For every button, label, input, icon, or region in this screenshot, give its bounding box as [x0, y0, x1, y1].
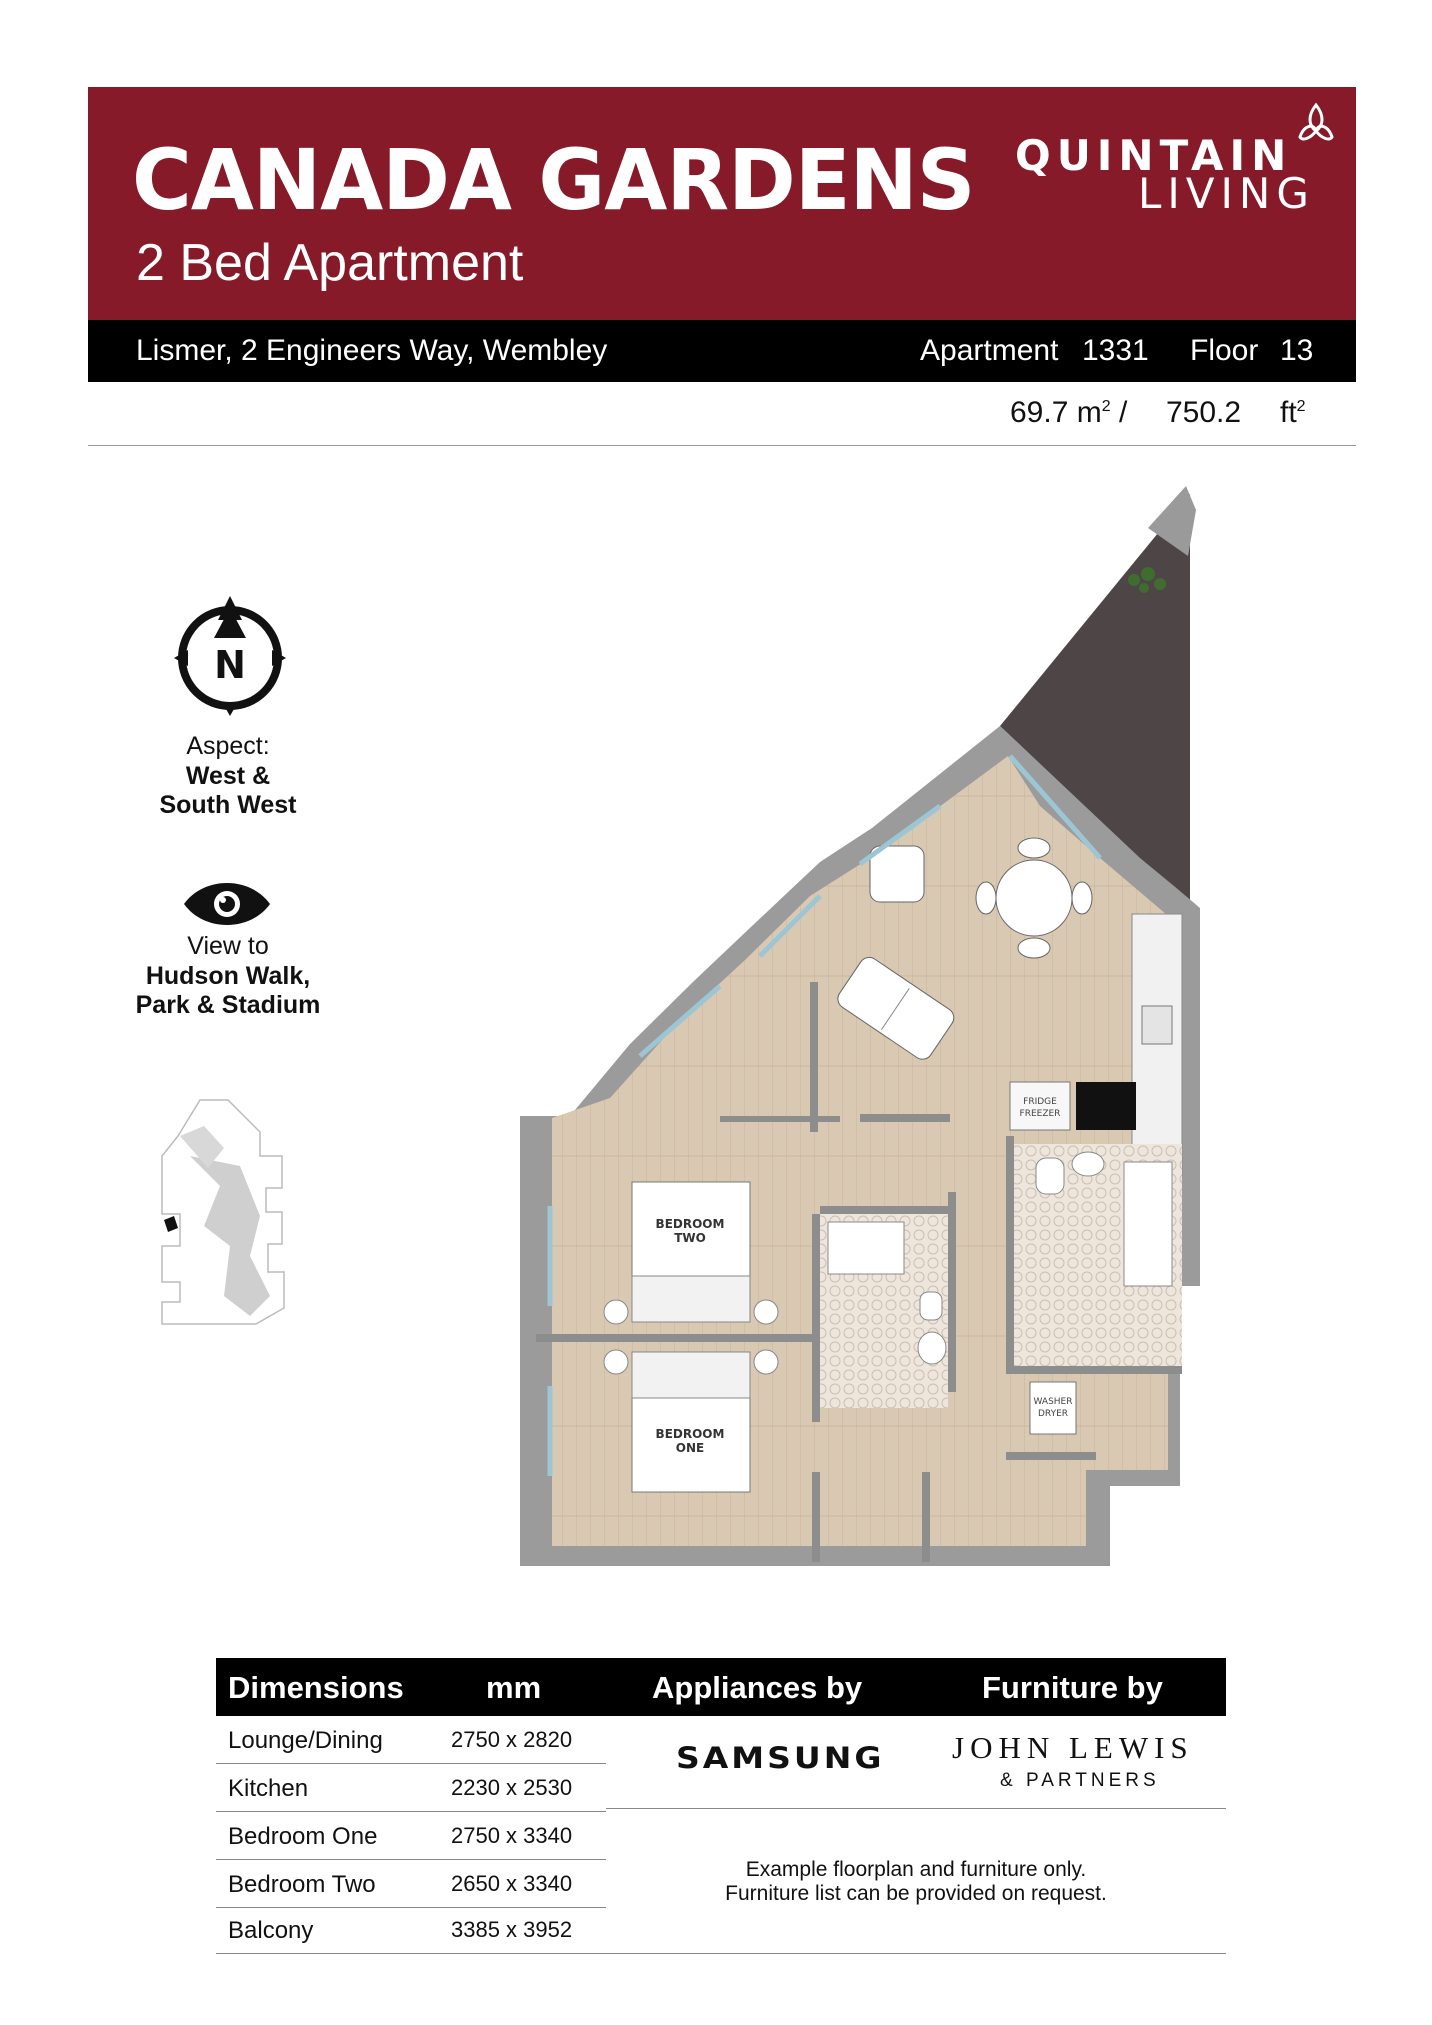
- bedroom-two-label-1: BEDROOM: [655, 1217, 725, 1231]
- fridge-label-2: FREEZER: [1019, 1109, 1061, 1119]
- table-row: [216, 1906, 606, 1954]
- apartment-label: Apartment: [920, 334, 1059, 367]
- room-name: Lounge/Dining: [228, 1727, 383, 1754]
- room-dimension: 3385 x 3952: [451, 1917, 573, 1942]
- development-title: CANADA GARDENS: [132, 131, 975, 229]
- bedroom-one-label-2: ONE: [675, 1441, 705, 1455]
- floorplan-drawing: [520, 486, 1220, 1566]
- area-sqm-unit: m: [1076, 396, 1102, 429]
- area-separator: /: [1118, 396, 1128, 429]
- room-dimension: 2750 x 3340: [451, 1823, 573, 1848]
- john-lewis-partners: & PARTNERS: [1000, 1770, 1160, 1791]
- room-dimension: 2230 x 2530: [451, 1775, 573, 1800]
- bathtub: [1124, 1162, 1172, 1286]
- shower-tray: [828, 1222, 904, 1274]
- wall: [922, 1472, 930, 1562]
- table-row: [216, 1764, 606, 1812]
- kitchen-sink: [1142, 1006, 1172, 1044]
- ensuite-basin: [918, 1332, 946, 1364]
- table-row: [216, 1716, 606, 1764]
- table-row: [216, 1812, 606, 1860]
- wall: [948, 1192, 956, 1392]
- floor-number: 13: [1280, 334, 1314, 367]
- wall: [812, 1214, 820, 1422]
- compass-letter: N: [214, 643, 246, 687]
- table-row: [216, 1860, 606, 1908]
- area-sqft-unit: ft: [1280, 396, 1297, 429]
- area-sqm-sup: 2: [1101, 398, 1111, 415]
- room-name: Bedroom Two: [228, 1871, 376, 1898]
- washer-label-2: DRYER: [1037, 1409, 1069, 1419]
- area-sqm-value: 69.7: [1010, 396, 1069, 429]
- view-label: View to: [187, 932, 269, 960]
- table-header: [216, 1658, 1226, 1716]
- samsung-logo: SAMSUNG: [676, 1739, 885, 1776]
- basin: [1072, 1152, 1104, 1176]
- area-sqft-value: 750.2: [1166, 396, 1242, 429]
- aspect-label: Aspect:: [186, 732, 270, 760]
- washer-label-1: WASHER: [1033, 1397, 1073, 1407]
- room-name: Bedroom One: [228, 1823, 378, 1850]
- aspect-value-2: South West: [159, 791, 297, 819]
- wall: [1006, 1452, 1096, 1460]
- room-name: Kitchen: [228, 1775, 309, 1802]
- wall: [720, 1116, 840, 1122]
- area-sqft-sup: 2: [1296, 398, 1306, 415]
- ensuite-toilet: [920, 1292, 942, 1320]
- header-banner: [88, 87, 1356, 320]
- aspect-value-1: West &: [185, 762, 271, 790]
- wall: [812, 1472, 820, 1562]
- fridge-label-1: FRIDGE: [1023, 1097, 1057, 1107]
- bedroom-one-label-1: BEDROOM: [655, 1427, 725, 1441]
- brand-name: QUINTAIN: [1015, 131, 1293, 180]
- compass-icon: [172, 594, 288, 716]
- header-furniture: Furniture by: [982, 1670, 1163, 1705]
- room-dimension: 2650 x 3340: [451, 1871, 573, 1896]
- disclaimer-line-2: Furniture list can be provided on request.: [725, 1882, 1107, 1905]
- floor-label: Floor: [1190, 334, 1259, 367]
- divider: [606, 1808, 1226, 1809]
- brand-subname: LIVING: [1138, 169, 1315, 218]
- site-key-plan: [160, 1096, 300, 1328]
- room-dimension: 2750 x 2820: [451, 1727, 573, 1752]
- wall: [860, 1114, 950, 1122]
- info-bar: [88, 320, 1356, 382]
- kitchen-worktop: [1132, 914, 1182, 1176]
- wall: [820, 1206, 956, 1214]
- john-lewis-logo: JOHN LEWIS: [952, 1730, 1194, 1765]
- view-value-2: Park & Stadium: [135, 991, 321, 1019]
- disclaimer-line-1: Example floorplan and furniture only.: [745, 1858, 1087, 1881]
- hob: [1076, 1082, 1136, 1130]
- area-sqft-unit-wrap: [1280, 396, 1306, 430]
- apartment-number: 1331: [1082, 334, 1149, 367]
- wall: [810, 982, 818, 1132]
- wall: [1006, 1136, 1014, 1372]
- washer-dryer: [1030, 1382, 1076, 1434]
- view-value-1: Hudson Walk,: [145, 962, 311, 990]
- apartment-type: 2 Bed Apartment: [136, 234, 524, 292]
- toilet: [1036, 1158, 1064, 1194]
- header-mm: mm: [486, 1670, 542, 1705]
- divider: [216, 1953, 1226, 1954]
- armchair: [870, 846, 924, 902]
- room-name: Balcony: [228, 1917, 314, 1944]
- address: Lismer, 2 Engineers Way, Wembley: [136, 334, 608, 367]
- header-appliances: Appliances by: [652, 1670, 863, 1705]
- wall: [1006, 1366, 1182, 1374]
- quintain-logo-icon: [1294, 101, 1338, 145]
- bedroom-two-label-2: TWO: [674, 1231, 706, 1245]
- area-sqft: [1166, 396, 1241, 430]
- eye-icon: [182, 880, 272, 928]
- header-dimensions: Dimensions: [228, 1670, 404, 1705]
- area-sqm: [1010, 396, 1127, 430]
- divider: [88, 445, 1356, 446]
